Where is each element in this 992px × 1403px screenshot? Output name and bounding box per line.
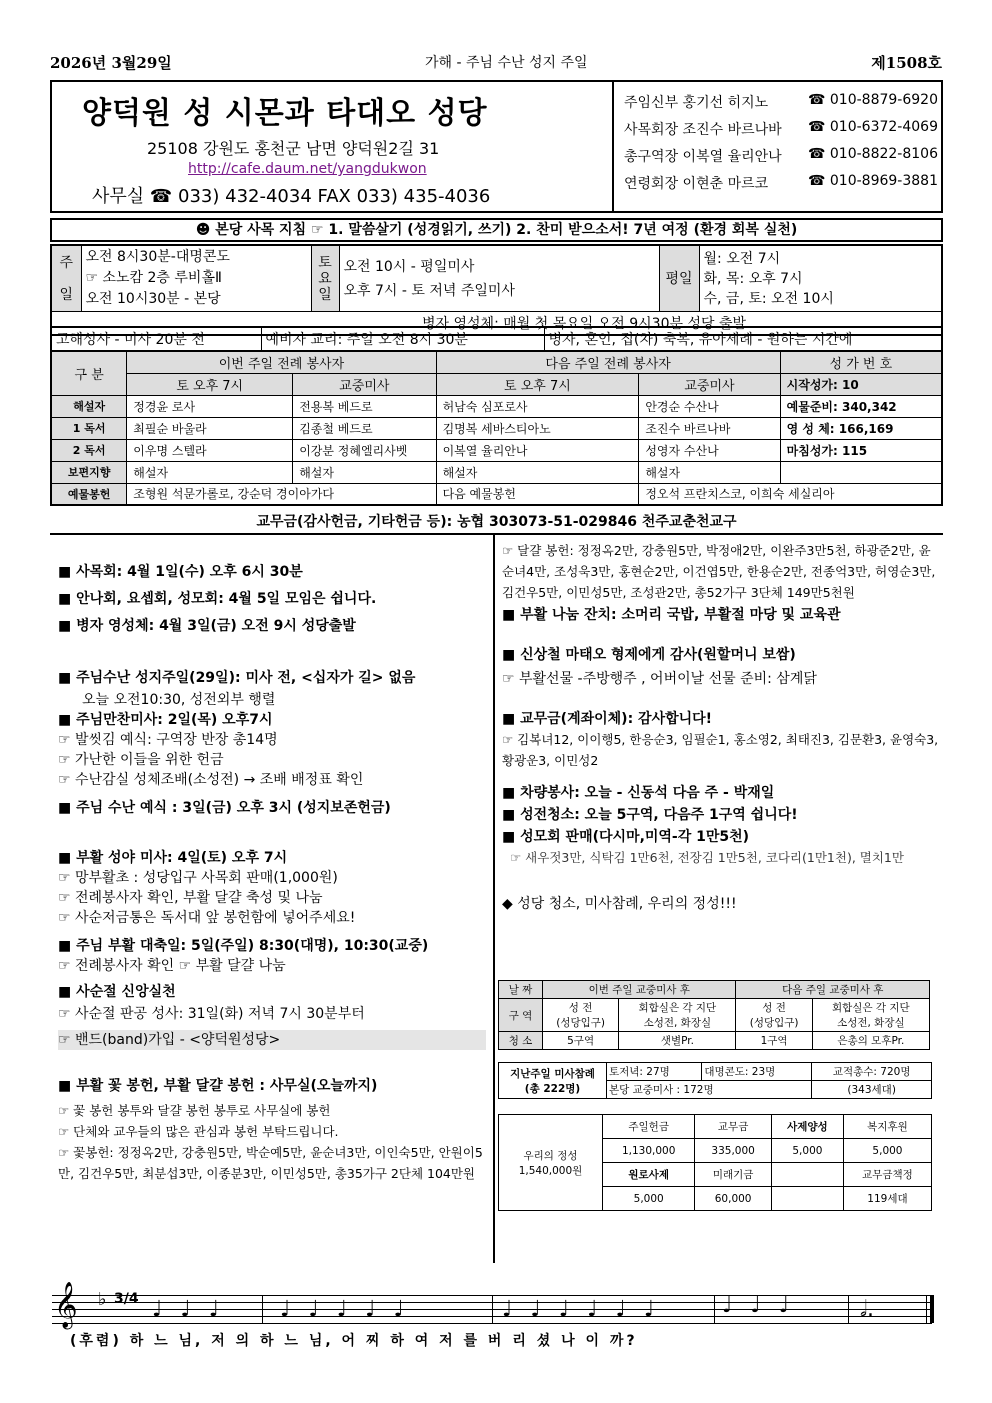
table-row: 예물봉헌 조형원 석문가롤로, 강순덕 경이아가다 다음 예물봉헌 정오석 프란치스코, 이희숙 세실리아 — [51, 483, 942, 505]
contact-list — [624, 92, 942, 200]
notes-icon: ♩♩♩♩♩♩ — [502, 1297, 673, 1322]
column-divider — [493, 535, 495, 1263]
half-note-icon: 𝅗𝅥. — [860, 1297, 874, 1322]
sacrament-info: 고해성사 - 미사 20분 전 예비자 교리: 주일 오전 8시 30분 병자, 혼인, 집(차) 축복, 유아세례 - 원하는 시간에 — [50, 326, 943, 352]
divider — [50, 533, 943, 535]
issue-date: 2026년 3월29일 — [50, 54, 172, 72]
liturgy-servers: 구 분 이번 주일 전례 봉사자 다음 주일 전례 봉사자 성 가 번 호 토 오후 7시 교중미사 토 오후 7시 교중미사 시작성가: 10 해설자 정경윤 로사 전용복 베드로 허남숙 심포로사 안경순 수산나 예물준비: 340,342 1 독서 최필순 바울라 김종철 베드로 김명복 세바스티아노 조진수 바르나바 영 성 체: 166,169 2 독서 이우명 스텔라 이강분 정혜엘리사벳 이복열 율리안나 성영자 수산나 마침성가: 115 보편지향 해설자 해설자 해설자 해설자 예물봉헌 조형원 석문가롤로, 강순덕 경이아가다 다음 예물봉헌 정오석 프란치스코, 이희숙 세실리아 — [50, 350, 943, 506]
contact-item: 주임신부 홍기선 히지노 ☎ 010-8879-6920 — [624, 92, 938, 111]
contact-item: 연령회장 이현춘 마르코 ☎ 010-8969-3881 — [624, 173, 938, 192]
notes-icon: ♩♩♩ — [722, 1293, 808, 1318]
saturday-label: 토요일 — [311, 245, 339, 312]
treble-clef-icon: 𝄞 — [54, 1282, 78, 1328]
notes-icon: ♩♩♩♩♩ — [280, 1297, 422, 1322]
weekday-label: 평일 — [659, 245, 699, 312]
liturgical-day: 가해 - 주님 수난 성지 주일 — [425, 55, 588, 71]
header — [50, 80, 943, 213]
cafe-link[interactable]: http://cafe.daum.net/yangdukwon — [188, 161, 427, 177]
right-column: ☞ 달걀 봉헌: 정정옥2만, 강충원5만, 박정애2만, 이완주3만5천, 하광준2만, 윤순녀4만, 조성욱3만, 홍현순2만, 이건엽5만, 한용순2만, 전종억3만, 허영순3만, 김건우5만, 이민성5만, 조성관2만, 총52가구 3단체 149만5천원 ■ 부활 나눔 잔치: 소머리 국밥, 부활절 마당 및 교육관 ■ 신상철 마태오 형제에게 감사(원할머니 보쌈) ☞ 부활선물 -주방행주 , 어버이날 선물 준비: 삼계닭 ■ 교무금(계좌이체): 감사합니다! ☞ 김복녀12, 이이행5, 한응순3, 임필순1, 홍소영2, 최태진3, 김문환3, 윤영숙3, 황광운3, 이민성2 ■ 차량봉사: 오늘 - 신동석 다음 주 - 박재일 ■ 성전청소: 오늘 5구역, 다음주 1구역 쉽니다! ■ 성모회 판매(다시마,미역-각 1만5천) ☞ 새우젓3만, 식탁김 1만6천, 전장김 1만5천, 코다리(1만1천), 멸치1만 ◆ 성당 청소, 미사참례, 우리의 정성!!! — [502, 543, 939, 912]
left-column: ■ 사목회: 4월 1일(수) 오후 6시 30분 ■ 안나회, 요셉회, 성모회: 4월 5일 모임은 쉽니다. ■ 병자 영성체: 4월 3일(금) 오전 9시 성당출발 ■ 주님수난 성지주일(29일): 미사 전, <십자가 길> 없음 오늘 오전10:30, 성전외부 행렬 ■ 주님만찬미사: 2일(목) 오후7시 ☞ 발씻김 예식: 구역장 반장 총14명 ☞ 가난한 이들을 위한 헌금 ☞ 수난감실 성체조배(소성전) → 조배 배정표 확인 ■ 주님 수난 예식 : 3일(금) 오후 3시 (성지보존헌금) ■ 부활 성야 미사: 4일(토) 오후 7시 ☞ 망부활초 : 성당입구 사목회 판매(1,000원) ☞ 전례봉사자 확인, 부활 달걀 축성 및 나눔 ☞ 사순저금통은 독서대 앞 봉헌함에 넣어주세요! ■ 주님 부활 대축일: 5일(주일) 8:30(대명), 10:30(교중) ☞ 전례봉사자 확인 ☞ 부활 달걀 나눔 ■ 사순절 신앙실천 ☞ 사순절 판공 성사: 31일(화) 저녁 7시 30분부터 ☞ 밴드(band)가입 - <양덕원성당> ■ 부활 꽃 봉헌, 부활 달걀 봉헌 : 사무실(오늘까지) ☞ 꽃 봉헌 봉투와 달걀 봉헌 봉투로 사무실에 봉헌 ☞ 단체와 교우들의 많은 관심과 봉헌 부탁드립니다. ☞ 꽃봉헌: 정정옥2만, 강충원5만, 박순예5만, 윤순녀3만, 이인숙5만, 안원이5만, 김건우5만, 최분섭3만, 이종분3만, 이민성5만, 총35가구 2단체 104만원 — [58, 562, 486, 1184]
sunday-label: 주 일 — [51, 245, 81, 312]
contact-item: 사목회장 조진수 바르나바 ☎ 010-6372-4069 — [624, 119, 938, 138]
contact-item: 총구역장 이복열 율리안나 ☎ 010-8822-8106 — [624, 146, 938, 165]
table-row: 2 독서 이우명 스텔라 이강분 정혜엘리사벳 이복열 율리안나 성영자 수산나 마침성가: 115 — [51, 439, 942, 461]
sick-communion: 병자 영성체: 매월 첫 목요일 오전 9시30분 성당 출발 — [51, 312, 942, 336]
mass-schedule: 주 일 오전 8시30분-대명콘도 ☞ 소노캄 2층 루비홀Ⅱ 오전 10시30분 - 본당 토요일 오전 10시 - 평일미사 오후 7시 - 토 저녁 주일미사 평일 월: 오전 7시 화, 목: 오후 7시 수, 금, 토: 오전 10시 병자 영성체: 매월 첫 목요일 오전 9시30분 성당 출발 — [50, 244, 943, 336]
offering-table: 우리의 정성 1,540,000원 주일헌금 교무금 사제양성 복지후원 1,130,000 335,000 5,000 5,000 원로사제 미래기금 교무금책정 5,000 60,000 119세대 — [498, 1114, 932, 1211]
table-row: 1 독서 최필순 바울라 김종철 베드로 김명복 세바스티아노 조진수 바르나바 영 성 체: 166,169 — [51, 417, 942, 439]
issue-number: 제1508호 — [871, 54, 942, 72]
cleaning-table: 날 짜 이번 주일 교중미사 후 다음 주일 교중미사 후 구 역 성 전 (성당입구) 회합실은 각 지단 소성전, 화장실 성 전 (성당입구) 회합실은 각 지단 소성전, 화장실 청 소 5구역 샛별Pr. 1구역 은총의 모후Pr. — [498, 980, 930, 1050]
office-phone: 사무실 ☎ 033) 432-4034 FAX 033) 435-4036 — [92, 186, 491, 207]
bank-account: 교무금(감사헌금, 기타헌금 등): 농협 303073-51-029846 천주교춘천교구 — [256, 514, 737, 530]
attendance-table: 지난주일 미사참례 (총 222명) 토저녁: 27명 대명콘도: 23명 교적총수: 720명 본당 교중미사 : 172명 (343세대) — [498, 1062, 932, 1099]
parish-title: 양덕원 성 시몬과 타대오 성당 — [82, 96, 488, 131]
time-signature: 3/4 — [114, 1291, 139, 1307]
notes-icon: ♩♩♩ — [152, 1297, 238, 1322]
refrain-lyric: (후렴) 하 느 님, 저 의 하 느 님, 어 찌 하 여 저 를 버 리 셨 나 이 까? — [70, 1333, 638, 1349]
flat-icon: ♭ — [98, 1289, 107, 1310]
top-bar — [50, 52, 942, 76]
table-row: 해설자 정경윤 로사 전용복 베드로 허남숙 심포로사 안경순 수산나 예물준비: 340,342 — [51, 395, 942, 417]
band-join: ☞ 밴드(band)가입 - <양덕원성당> — [58, 1030, 486, 1050]
parish-address: 25108 강원도 홍천군 남면 양덕원2길 31 — [147, 139, 440, 158]
table-row: 보편지향 해설자 해설자 해설자 해설자 — [51, 461, 942, 483]
music-staff — [52, 1282, 932, 1333]
pastoral-policy: ☻ 본당 사목 지침 ☞ 1. 말씀살기 (성경읽기, 쓰기) 2. 찬미 받으소서! 7년 여정 (환경 회복 실천) — [50, 218, 943, 242]
